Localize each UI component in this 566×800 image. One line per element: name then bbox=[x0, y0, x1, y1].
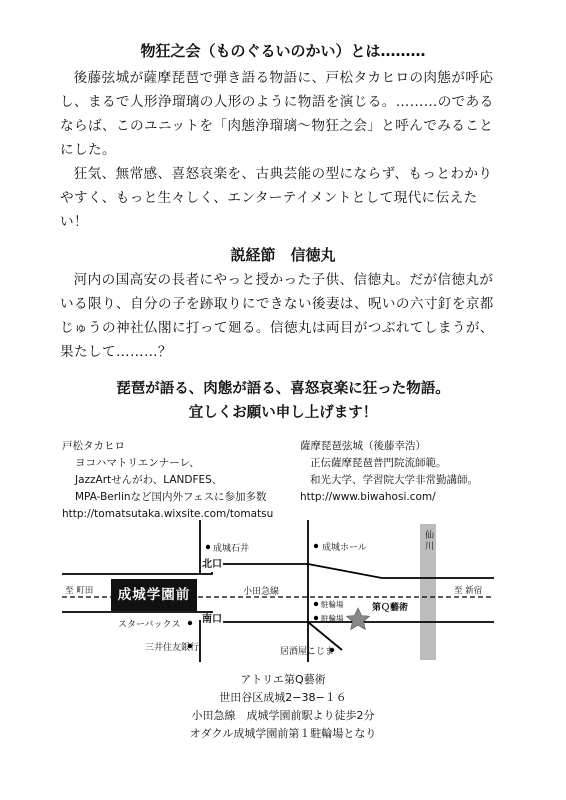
profile-left-name: 戸松タカヒロ bbox=[62, 440, 125, 452]
access-map bbox=[62, 520, 494, 662]
railway-label: 小田急線 bbox=[243, 587, 280, 597]
dot-starbucks bbox=[188, 621, 192, 625]
story-body bbox=[60, 268, 500, 364]
profile-left bbox=[62, 438, 302, 523]
south-exit-label: 南口 bbox=[202, 614, 222, 625]
profile-left-line: MPA-Berlinなど国内外フェスに参加多数 bbox=[75, 491, 267, 503]
parking-label-1: 駐輪場 bbox=[321, 600, 344, 609]
venue-star-icon bbox=[347, 608, 370, 630]
intro-body bbox=[60, 66, 500, 234]
profile-right-line: 和光大学、学習院大学非常勤講師。 bbox=[310, 474, 478, 486]
profile-left-line: ヨコハマトリエンナーレ、 bbox=[75, 457, 200, 469]
station-box: 成城学園前 bbox=[111, 579, 197, 611]
dot-seijo-hall bbox=[314, 544, 318, 548]
slogan-line-1: 琵琶が語る、肉態が語る、喜怒哀楽に狂った物語。 bbox=[116, 381, 450, 397]
dot-parking-1 bbox=[314, 602, 318, 606]
address-venue: アトリエ第Q藝術 bbox=[240, 673, 326, 686]
river-label: 仙川 bbox=[423, 530, 433, 552]
dot-seijo-ishii bbox=[206, 545, 210, 549]
address-parking: オダクル成城学園前第１駐輪場となり bbox=[189, 727, 377, 740]
slogan-line-2: 宜しくお願い申し上げます！ bbox=[188, 405, 378, 421]
profile-right-line: 正伝薩摩琵琶普門院流師範。 bbox=[310, 457, 447, 469]
profile-right bbox=[300, 438, 520, 506]
venue-label: 第Ｑ藝術 bbox=[372, 603, 409, 613]
dot-parking-2 bbox=[314, 616, 318, 620]
story-paragraph: 河内の国高安の長者にやっと授かった子供、信徳丸。だが信徳丸がいる限り、自分の子を跡取りにできない後妻は、呪いの六寸釘を京都じゅうの神社仏閣に打って廻る。信徳丸は両目がつぶれてしまうが、果たして………？ bbox=[60, 272, 494, 360]
intro-paragraph-2: 狂気、無常感、喜怒哀楽を、古典芸能の型にならず、もっとわかりやすく、もっと生々しく、エンターテイメントとして現代に伝えたい！ bbox=[60, 166, 493, 230]
address-street: 世田谷区成城2−38−１６ bbox=[219, 691, 347, 704]
profile-left-url[interactable]: http://tomatsutaka.wixsite.com/tomatsu bbox=[62, 508, 274, 520]
seijo-hall-label: 成城ホール bbox=[322, 543, 367, 553]
profile-right-url[interactable]: http://www.biwahosi.com/ bbox=[300, 491, 436, 503]
profile-right-name: 薩摩琵琶弦城（後藤幸浩） bbox=[300, 440, 426, 452]
izakaya-label: 居酒屋こじま bbox=[280, 647, 335, 657]
north-exit-label: 北口 bbox=[202, 559, 222, 570]
intro-title: 物狂之会（ものぐるいのかい）とは……… bbox=[140, 42, 426, 60]
address-access: 小田急線 成城学園前駅より徒歩2分 bbox=[191, 709, 375, 722]
to-machida-label: 至 町田 bbox=[65, 586, 94, 596]
mitsui-bank-label: 三井住友銀行 bbox=[145, 643, 200, 653]
starbucks-label: スターバックス bbox=[118, 620, 181, 630]
seijo-ishii-label: 成城石井 bbox=[213, 544, 250, 554]
parking-label-2: 駐輪場 bbox=[321, 614, 344, 623]
story-title: 説経節 信徳丸 bbox=[230, 246, 336, 264]
to-shinjuku-label: 至 新宿 bbox=[454, 586, 483, 596]
profile-left-line: JazzArtせんがわ、LANDFES、 bbox=[75, 474, 223, 486]
intro-paragraph-1: 後藤弦城が薩摩琵琶で弾き語る物語に、戸松タカヒロの肉態が呼応し、まるで人形浄瑠璃の人形のように物語を演じる。………のであるならば、このユニットを「肉態浄瑠璃～物狂之会」と呼んでみることにした。 bbox=[60, 70, 494, 158]
